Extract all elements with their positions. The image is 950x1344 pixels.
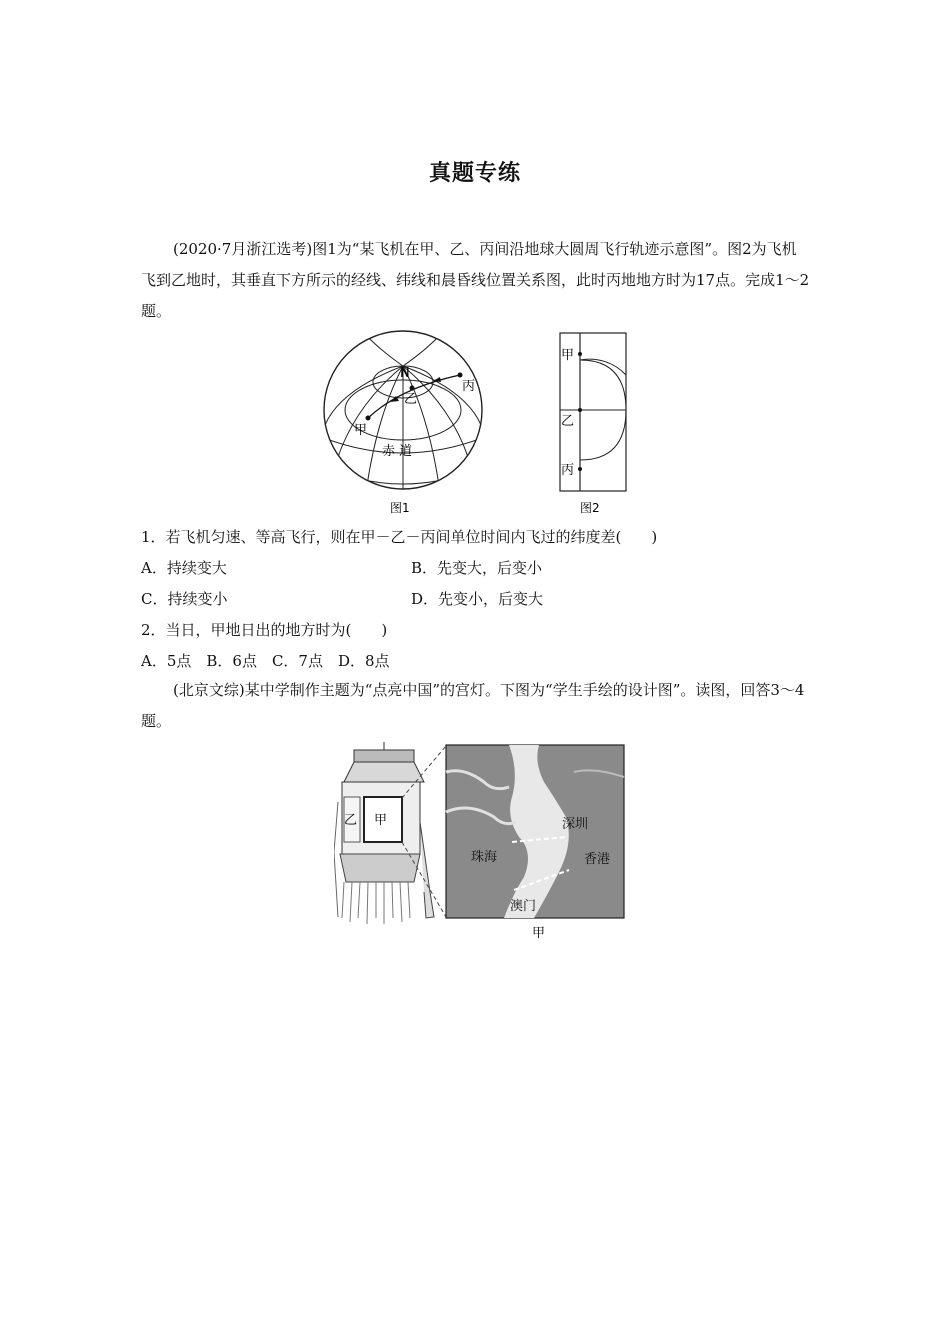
lantern-drawing — [334, 742, 434, 924]
equator-label: 赤 道 — [382, 444, 413, 459]
figure-1-caption: 图1 — [390, 501, 410, 515]
intro-paragraph-2: (北京文综)某中学制作主题为“点亮中国”的宫灯。下图为“学生手绘的设计图”。读图，回答3～4题。 — [141, 681, 805, 730]
pearl-river-map — [446, 745, 624, 918]
question-1-option-b: B．先变大，后变小 — [411, 559, 543, 577]
shenzhen-label: 深圳 — [562, 817, 589, 832]
fig2-jia-label: 甲 — [561, 348, 575, 363]
question-2-options: A．5点 B．6点 C．7点 D．8点 — [141, 652, 390, 670]
fig2-bing-label: 丙 — [561, 463, 575, 478]
question-1-option-a: A．持续变大 — [141, 559, 227, 577]
lantern-jia-label: 甲 — [374, 813, 388, 828]
figure-3-lantern-map — [334, 742, 630, 942]
jia-label: 甲 — [354, 423, 368, 438]
question-1-option-d: D．先变小，后变大 — [411, 590, 544, 608]
question-2-stem: 2．当日，甲地日出的地方时为( ) — [141, 621, 388, 639]
figure-1-globe — [320, 330, 486, 516]
globe-graticule — [324, 331, 482, 500]
page-title: 真题专练 — [428, 161, 521, 186]
figure-3-caption: 甲 — [532, 926, 546, 941]
figure-2-diagram — [556, 330, 630, 516]
intro-paragraph-1: (2020·7月浙江选考)图1为“某飞机在甲、乙、丙间沿地球大圆周飞行轨迹示意图”。图2为飞机飞到乙地时，其垂直下方所示的经线、纬线和晨昏线位置关系图，此时丙地地方时为17点。完成1～2题。 — [141, 240, 810, 320]
question-1-option-c: C．持续变小 — [141, 590, 228, 608]
yi-label: 乙 — [404, 392, 418, 407]
zhuhai-label: 珠海 — [471, 850, 498, 865]
hongkong-label: 香港 — [584, 852, 611, 867]
fig2-yi-label: 乙 — [561, 414, 575, 429]
bing-label: 丙 — [462, 379, 476, 394]
north-label: N — [400, 366, 410, 381]
figure-2-caption: 图2 — [580, 501, 600, 515]
macau-label: 澳门 — [510, 899, 537, 914]
lantern-yi-label: 乙 — [344, 813, 358, 828]
question-1-stem: 1．若飞机匀速、等高飞行，则在甲－乙－丙间单位时间内飞过的纬度差( ) — [141, 528, 658, 546]
